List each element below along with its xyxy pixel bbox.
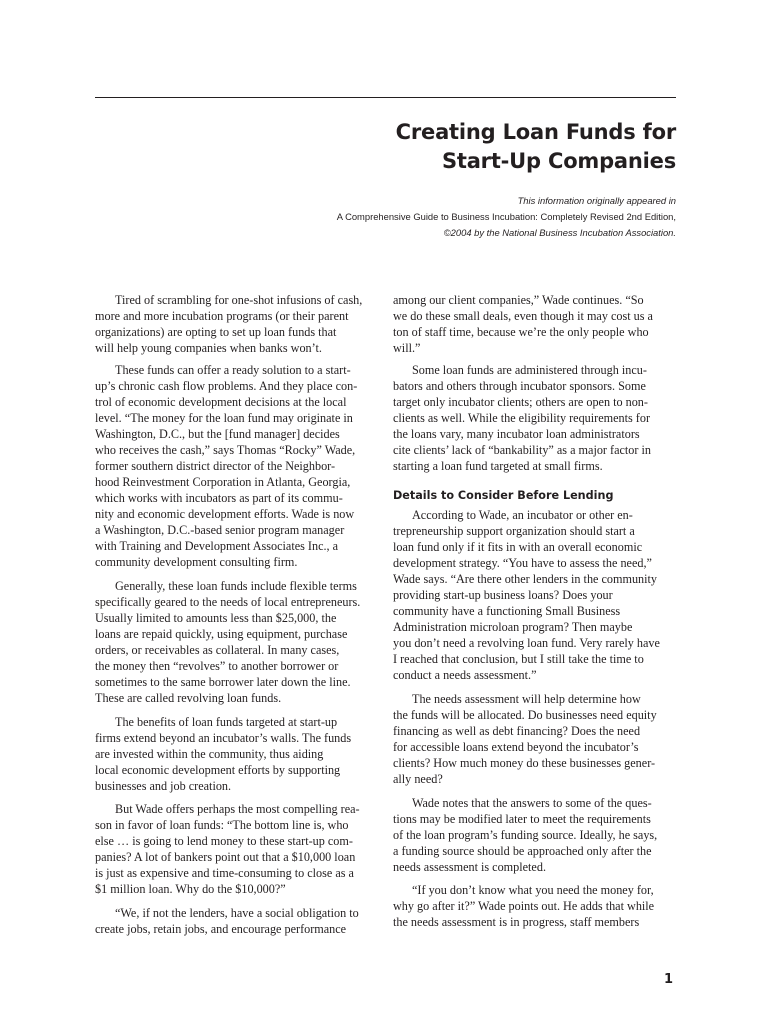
source-note-line-2: A Comprehensive Guide to Business Incubation: Completely Revised 2nd Edition, [336, 211, 676, 222]
col2-line: Wade notes that the answers to some of the ques- [412, 796, 652, 810]
col1-line: else … is going to lend money to these start-up com- [95, 834, 353, 848]
col2-line: community have a functioning Small Business [393, 604, 621, 618]
article-title-line-1: Creating Loan Funds for [395, 120, 676, 144]
page-number: 1 [663, 972, 673, 987]
col1-line: firms extend beyond an incubator’s walls. The funds [95, 731, 352, 745]
col2-line: I reached that conclusion, but I still take the time to [393, 652, 644, 666]
source-note-line-3: ©2004 by the National Business Incubation Association. [443, 227, 676, 238]
col2-line: “If you don’t know what you need the money for, [412, 883, 654, 897]
col2-line: a funding source should be approached only after the [393, 844, 652, 858]
col2-line: you don’t need a revolving loan fund. Very rarely have [393, 636, 660, 650]
col1-line: trol of economic development decisions at the local [95, 395, 347, 409]
col1-line: orders, or receivables as collateral. In many cases, [95, 643, 340, 657]
col1-line: businesses and job creation. [95, 779, 232, 793]
col1-line: Washington, D.C., but the [fund manager] decides [95, 427, 340, 441]
col2-line: providing start-up business loans? Does your [393, 588, 613, 602]
col1-line: son in favor of loan funds: “The bottom line is, who [95, 818, 349, 832]
col1-line: up’s chronic cash flow problems. And they place con- [95, 379, 358, 393]
col2-line: The needs assessment will help determine how [412, 692, 641, 706]
col1-line: hood Reinvestment Corporation in Atlanta, Georgia, [95, 475, 351, 489]
col1-line: nity and economic development efforts. Wade is now [95, 507, 355, 521]
col1-line: The benefits of loan funds targeted at start-up [115, 715, 338, 729]
col2-line: ally need? [393, 772, 443, 786]
col1-line: Usually limited to amounts less than $25,000, the [95, 611, 337, 625]
col2-line: conduct a needs assessment.” [393, 668, 537, 682]
col1-line: will help young companies when banks won’t. [95, 341, 322, 355]
col2-line: bators and others through incubator sponsors. Some [393, 379, 646, 393]
col2-line: financing as well as debt financing? Does the need [393, 724, 641, 738]
col1-line: These funds can offer a ready solution to a start- [115, 363, 351, 377]
col2-line: Some loan funds are administered through incu- [412, 363, 647, 377]
col1-line: $1 million loan. Why do the $10,000?” [95, 882, 286, 896]
col1-line: organizations) are opting to set up loan funds that [95, 325, 337, 339]
col2-line: the needs assessment is in progress, staff members [393, 915, 640, 929]
col1-line: who receives the cash,” says Thomas “Rocky” Wade, [95, 443, 356, 457]
col2-line: cite clients’ lack of “bankability” as a major factor in [393, 443, 651, 457]
section-heading: Details to Consider Before Lending [393, 489, 614, 502]
col2-line: tions may be modified later to meet the requirements [393, 812, 651, 826]
article-title-line-2: Start-Up Companies [441, 149, 676, 173]
col1-line: Generally, these loan funds include flexible terms [115, 579, 357, 593]
col1-line: a Washington, D.C.-based senior program manager [95, 523, 345, 537]
col1-line: the money then “revolves” to another borrower or [95, 659, 339, 673]
col1-line: is just as expensive and time-consuming to close as a [95, 866, 354, 880]
col2-line: Administration microloan program? Then maybe [393, 620, 633, 634]
col2-line: According to Wade, an incubator or other en- [412, 508, 633, 522]
col1-line: which works with incubators as part of its commu- [95, 491, 343, 505]
col2-line: needs assessment is completed. [393, 860, 546, 874]
col1-line: sometimes to the same borrower later down the line. [95, 675, 351, 689]
col2-line: target only incubator clients; others are open to non- [393, 395, 648, 409]
col2-line: starting a loan fund targeted at small firms. [393, 459, 603, 473]
col1-line: But Wade offers perhaps the most compelling rea- [115, 802, 360, 816]
col1-line: local economic development efforts by supporting [95, 763, 341, 777]
col2-line: we do these small deals, even though it may cost us a [393, 309, 653, 323]
col2-line: Wade says. “Are there other lenders in the community [393, 572, 658, 586]
col2-line: trepreneurship support organization should start a [393, 524, 635, 538]
col1-line: panies? A lot of bankers point out that a $10,000 loan [95, 850, 356, 864]
col2-line: clients? How much money do these businesses gener- [393, 756, 656, 770]
col2-line: development strategy. “You have to assess the need,” [393, 556, 652, 570]
col2-line: ton of staff time, because we’re the only people who [393, 325, 649, 339]
col2-line: will.” [393, 341, 421, 355]
header-rule [95, 97, 676, 98]
col2-line: among our client companies,” Wade continues. “So [393, 293, 644, 307]
col1-line: community development consulting firm. [95, 555, 298, 569]
col1-line: level. “The money for the loan fund may originate in [95, 411, 353, 425]
col1-line: Tired of scrambling for one-shot infusions of cash, [115, 293, 363, 307]
col2-line: of the loan program’s funding source. Ideally, he says, [393, 828, 658, 842]
col2-line: why go after it?” Wade points out. He adds that while [393, 899, 655, 913]
col2-line: loan fund only if it fits in with an overall economic [393, 540, 643, 554]
col1-line: specifically geared to the needs of local entrepreneurs. [95, 595, 361, 609]
col2-line: clients as well. While the eligibility requirements for [393, 411, 650, 425]
col1-line: create jobs, retain jobs, and encourage performance [95, 922, 347, 936]
col2-line: the loans vary, many incubator loan administrators [393, 427, 640, 441]
col1-line: These are called revolving loan funds. [95, 691, 282, 705]
source-note-line-1: This information originally appeared in [517, 195, 676, 206]
col2-line: the funds will be allocated. Do businesses need equity [393, 708, 657, 722]
col1-line: are invested within the community, thus aiding [95, 747, 324, 761]
col1-line: former southern district director of the Neighbor- [95, 459, 336, 473]
col1-line: “We, if not the lenders, have a social obligation to [115, 906, 359, 920]
col1-line: more and more incubation programs (or their parent [95, 309, 349, 323]
col1-line: loans are repaid quickly, using equipment, purchase [95, 627, 348, 641]
col2-line: for accessible loans extend beyond the incubator’s [393, 740, 639, 754]
col1-line: with Training and Development Associates Inc., a [95, 539, 339, 553]
